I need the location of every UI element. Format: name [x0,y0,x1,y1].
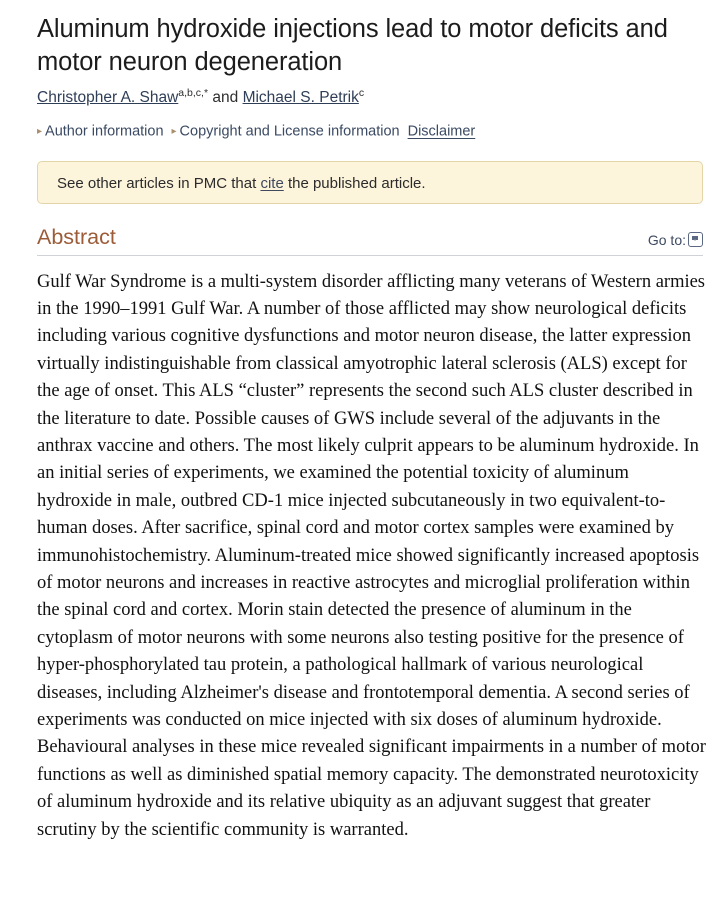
author-link-shaw[interactable]: Christopher A. Shaw [37,89,179,106]
page-title: Aluminum hydroxide injections lead to motor deficits and motor neuron degeneration [37,15,668,76]
author-conjunction: and [208,89,243,106]
copyright-license-toggle[interactable]: Copyright and License information [179,123,400,140]
cite-link[interactable]: cite [260,174,284,192]
abstract-paragraph: Gulf War Syndrome is a multi-system disorder afflicting many veterans of Western armies in the 1990–1991 Gulf War. A number of those afflicted may show neurological deficits including various cognitive dysfunctions and motor neuron disease, the latter expression virtually indistinguishable from classical amyotrophic lateral sclerosis (ALS) except for the age of onset. This ALS “cluster” represents the second such ALS cluster described in the literature to date. Possible causes of GWS include several of the adjuvants in the anthrax vaccine and others. The most likely culprit appears to be aluminum hydroxide. In an initial series of experiments, we examined the potential toxicity of aluminum hydroxide in male, outbred CD-1 mice injected subcutaneously in two equivalent-to-human doses. After sacrifice, spinal cord and motor cortex samples were examined by immunohistochemistry. Aluminum-treated mice showed significantly increased apoptosis of motor neurons and increases in reactive astrocytes and microglial proliferation within the spinal cord and cortex. Morin stain detected the presence of aluminum in the cytoplasm of motor neurons with some neurons also testing positive for the presence of hyper-phosphorylated tau protein, a pathological hallmark of various neurological diseases, including Alzheimer's disease and frontotemporal dementia. A second series of experiments was conducted on mice injected with six doses of aluminum hydroxide. Behavioural analyses in these mice revealed significant impairments in a number of motor functions as well as diminished spatial memory capacity. The demonstrated neurotoxicity of aluminum hydroxide and its relative ubiquity as an adjuvant suggest that greater scrutiny by the scientific community is warranted. [37,271,706,840]
goto-control[interactable] [648,230,703,250]
author-information-toggle[interactable]: Author information [45,123,164,140]
abstract-heading: Abstract [37,224,116,249]
triangle-right-icon-2: ▸ [171,126,177,137]
author-affiliation-petrik: c [358,86,365,99]
chevron-down-icon[interactable] [688,232,703,247]
disclaimer-link[interactable]: Disclaimer [407,123,476,140]
pmc-citation-notice [37,161,703,204]
goto-label: Go to: [647,231,686,248]
triangle-right-icon: ▸ [37,126,43,137]
abstract-body [37,269,707,845]
abstract-section-header [37,224,703,256]
author-affiliation-shaw: a,b,c,* [178,86,209,99]
author-link-petrik[interactable]: Michael S. Petrik [242,89,359,106]
author-line [37,79,709,108]
notice-text-after: the published article. [283,174,426,192]
notice-text-before: See other articles in PMC that [57,174,261,192]
article-meta-links [37,108,709,142]
